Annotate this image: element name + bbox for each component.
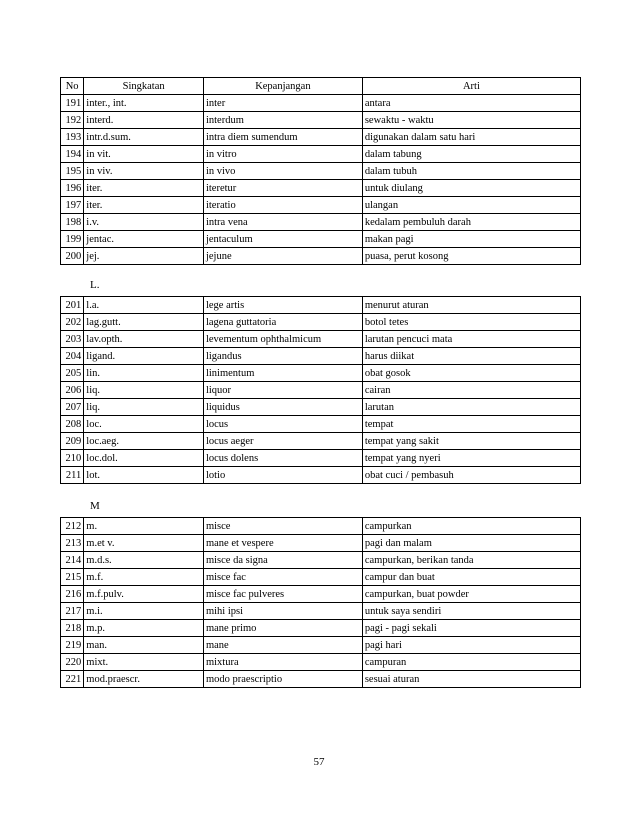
table-row (61, 620, 581, 637)
abbreviation-table-i-j (60, 77, 581, 265)
table-row (61, 569, 581, 586)
cell-no: 206 (61, 382, 84, 399)
table-row (61, 467, 581, 484)
cell-no: 194 (61, 146, 84, 163)
cell-arti: kedalam pembuluh darah (362, 214, 580, 231)
cell-arti: digunakan dalam satu hari (362, 129, 580, 146)
cell-singkatan: interd. (84, 112, 204, 129)
cell-kepanjangan: jentaculum (203, 231, 362, 248)
cell-singkatan: intr.d.sum. (84, 129, 204, 146)
table-row (61, 214, 581, 231)
cell-kepanjangan: mane primo (203, 620, 362, 637)
cell-no: 220 (61, 654, 84, 671)
cell-arti: cairan (362, 382, 580, 399)
cell-no: 215 (61, 569, 84, 586)
page-number: 57 (313, 756, 325, 768)
table-row (61, 603, 581, 620)
cell-arti: harus diikat (362, 348, 580, 365)
cell-arti: pagi - pagi sekali (362, 620, 580, 637)
cell-no: 198 (61, 214, 84, 231)
table-row (61, 552, 581, 569)
cell-arti: campurkan, buat powder (362, 586, 580, 603)
section-heading-l: L. (90, 279, 100, 291)
cell-kepanjangan: misce fac (203, 569, 362, 586)
cell-no: 212 (61, 518, 84, 535)
table-row (61, 129, 581, 146)
cell-no: 208 (61, 416, 84, 433)
cell-singkatan: mixt. (84, 654, 204, 671)
cell-no: 216 (61, 586, 84, 603)
cell-no: 202 (61, 314, 84, 331)
table-row (61, 180, 581, 197)
cell-no: 193 (61, 129, 84, 146)
table-row (61, 671, 581, 688)
table-row (61, 331, 581, 348)
cell-no: 203 (61, 331, 84, 348)
cell-singkatan: m.f. (84, 569, 204, 586)
cell-kepanjangan: misce da signa (203, 552, 362, 569)
section-heading-m: M (90, 500, 100, 512)
cell-singkatan: m.i. (84, 603, 204, 620)
cell-no: 199 (61, 231, 84, 248)
cell-singkatan: mod.praescr. (84, 671, 204, 688)
cell-no: 201 (61, 297, 84, 314)
cell-arti: obat gosok (362, 365, 580, 382)
cell-singkatan: in viv. (84, 163, 204, 180)
cell-no: 195 (61, 163, 84, 180)
cell-singkatan: lav.opth. (84, 331, 204, 348)
cell-singkatan: ligand. (84, 348, 204, 365)
table-row (61, 248, 581, 265)
cell-no: 217 (61, 603, 84, 620)
cell-singkatan: iter. (84, 180, 204, 197)
table-row (61, 95, 581, 112)
cell-kepanjangan: mixtura (203, 654, 362, 671)
header-arti: Arti (362, 78, 580, 95)
cell-arti: campur dan buat (362, 569, 580, 586)
cell-arti: puasa, perut kosong (362, 248, 580, 265)
table-row (61, 399, 581, 416)
cell-singkatan: iter. (84, 197, 204, 214)
cell-arti: antara (362, 95, 580, 112)
cell-singkatan: loc.aeg. (84, 433, 204, 450)
table-row (61, 297, 581, 314)
table-row (61, 433, 581, 450)
cell-singkatan: lot. (84, 467, 204, 484)
cell-no: 197 (61, 197, 84, 214)
cell-arti: untuk diulang (362, 180, 580, 197)
table-row (61, 416, 581, 433)
cell-no: 192 (61, 112, 84, 129)
cell-singkatan: m. (84, 518, 204, 535)
abbreviation-table-l (60, 296, 581, 484)
table-row (61, 314, 581, 331)
cell-kepanjangan: in vitro (203, 146, 362, 163)
cell-singkatan: inter., int. (84, 95, 204, 112)
cell-singkatan: l.a. (84, 297, 204, 314)
cell-kepanjangan: mihi ipsi (203, 603, 362, 620)
cell-singkatan: liq. (84, 399, 204, 416)
cell-arti: ulangan (362, 197, 580, 214)
cell-singkatan: m.et v. (84, 535, 204, 552)
cell-arti: dalam tabung (362, 146, 580, 163)
table-row (61, 518, 581, 535)
cell-kepanjangan: locus aeger (203, 433, 362, 450)
cell-kepanjangan: in vivo (203, 163, 362, 180)
cell-kepanjangan: intra diem sumendum (203, 129, 362, 146)
table-row (61, 365, 581, 382)
cell-no: 191 (61, 95, 84, 112)
cell-kepanjangan: intra vena (203, 214, 362, 231)
cell-arti: obat cuci / pembasuh (362, 467, 580, 484)
cell-kepanjangan: linimentum (203, 365, 362, 382)
cell-no: 214 (61, 552, 84, 569)
table-row (61, 163, 581, 180)
cell-no: 221 (61, 671, 84, 688)
table-row (61, 654, 581, 671)
cell-singkatan: jej. (84, 248, 204, 265)
cell-no: 218 (61, 620, 84, 637)
header-no: No (61, 78, 84, 95)
cell-arti: untuk saya sendiri (362, 603, 580, 620)
cell-singkatan: liq. (84, 382, 204, 399)
cell-singkatan: m.f.pulv. (84, 586, 204, 603)
cell-kepanjangan: ligandus (203, 348, 362, 365)
cell-no: 204 (61, 348, 84, 365)
cell-arti: larutan (362, 399, 580, 416)
cell-kepanjangan: locus (203, 416, 362, 433)
cell-singkatan: i.v. (84, 214, 204, 231)
cell-singkatan: jentac. (84, 231, 204, 248)
cell-no: 210 (61, 450, 84, 467)
cell-arti: campurkan (362, 518, 580, 535)
header-singkatan: Singkatan (84, 78, 204, 95)
cell-arti: pagi hari (362, 637, 580, 654)
cell-singkatan: man. (84, 637, 204, 654)
cell-arti: menurut aturan (362, 297, 580, 314)
table-row (61, 637, 581, 654)
cell-no: 209 (61, 433, 84, 450)
cell-kepanjangan: iteretur (203, 180, 362, 197)
cell-no: 200 (61, 248, 84, 265)
cell-singkatan: m.d.s. (84, 552, 204, 569)
cell-arti: dalam tubuh (362, 163, 580, 180)
table-row (61, 586, 581, 603)
cell-singkatan: in vit. (84, 146, 204, 163)
cell-singkatan: m.p. (84, 620, 204, 637)
cell-singkatan: loc.dol. (84, 450, 204, 467)
abbreviation-table-m (60, 517, 581, 688)
cell-no: 196 (61, 180, 84, 197)
cell-arti: tempat (362, 416, 580, 433)
table-row (61, 348, 581, 365)
cell-kepanjangan: lege artis (203, 297, 362, 314)
cell-no: 219 (61, 637, 84, 654)
cell-arti: botol tetes (362, 314, 580, 331)
cell-arti: sesuai aturan (362, 671, 580, 688)
cell-no: 213 (61, 535, 84, 552)
header-kepanjangan: Kepanjangan (203, 78, 362, 95)
cell-kepanjangan: iteratio (203, 197, 362, 214)
table-row (61, 535, 581, 552)
table-header-row (61, 78, 581, 95)
cell-arti: makan pagi (362, 231, 580, 248)
cell-kepanjangan: liquidus (203, 399, 362, 416)
cell-kepanjangan: mane (203, 637, 362, 654)
cell-arti: campurkan, berikan tanda (362, 552, 580, 569)
cell-arti: larutan pencuci mata (362, 331, 580, 348)
cell-no: 205 (61, 365, 84, 382)
cell-kepanjangan: modo praescriptio (203, 671, 362, 688)
cell-singkatan: loc. (84, 416, 204, 433)
cell-kepanjangan: jejune (203, 248, 362, 265)
table-row (61, 197, 581, 214)
cell-kepanjangan: levementum ophthalmicum (203, 331, 362, 348)
table-row (61, 450, 581, 467)
cell-singkatan: lag.gutt. (84, 314, 204, 331)
cell-kepanjangan: interdum (203, 112, 362, 129)
table-row (61, 382, 581, 399)
cell-no: 207 (61, 399, 84, 416)
cell-kepanjangan: lagena guttatoria (203, 314, 362, 331)
cell-no: 211 (61, 467, 84, 484)
cell-arti: sewaktu - waktu (362, 112, 580, 129)
cell-kepanjangan: misce fac pulveres (203, 586, 362, 603)
cell-singkatan: lin. (84, 365, 204, 382)
table-row (61, 146, 581, 163)
cell-arti: pagi dan malam (362, 535, 580, 552)
cell-arti: tempat yang sakit (362, 433, 580, 450)
cell-arti: tempat yang nyeri (362, 450, 580, 467)
cell-kepanjangan: misce (203, 518, 362, 535)
cell-kepanjangan: liquor (203, 382, 362, 399)
cell-kepanjangan: locus dolens (203, 450, 362, 467)
cell-kepanjangan: mane et vespere (203, 535, 362, 552)
table-row (61, 112, 581, 129)
cell-arti: campuran (362, 654, 580, 671)
table-row (61, 231, 581, 248)
cell-kepanjangan: inter (203, 95, 362, 112)
cell-kepanjangan: lotio (203, 467, 362, 484)
